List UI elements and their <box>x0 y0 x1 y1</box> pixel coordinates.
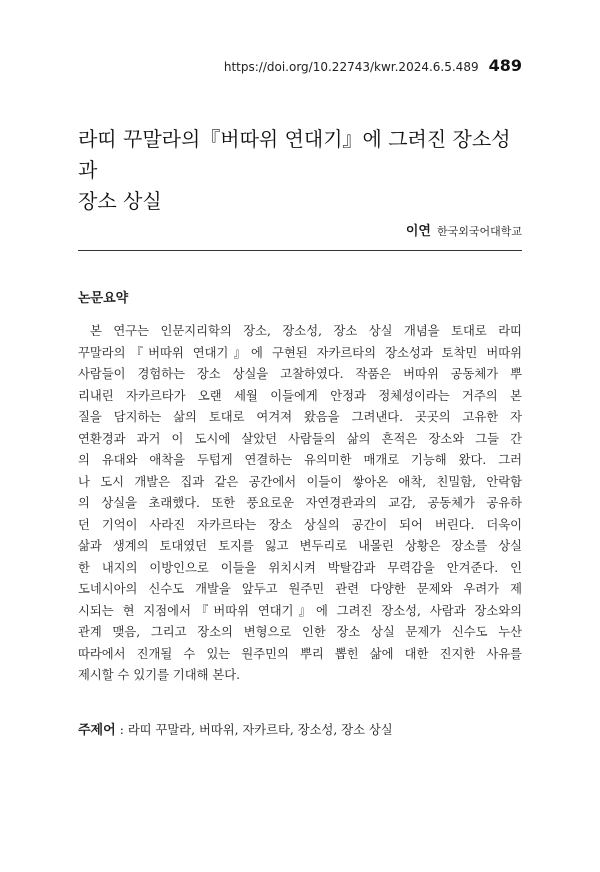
abstract-body <box>78 321 522 687</box>
author-block <box>406 220 522 239</box>
page-number: 489 <box>488 56 522 75</box>
title-line-1: 라띠 꾸말라의『버따위 연대기』에 그려진 장소성과 <box>78 127 511 182</box>
abstract-line: 나 도시 개발은 집과 같은 공간에서 이들이 쌓아온 애착, 친밀함, 안락함 <box>78 474 522 489</box>
doi-link[interactable]: https://doi.org/10.22743/kwr.2024.6.5.489 <box>223 60 479 74</box>
abstract-line: 관계 맺음, 그리고 장소의 변형으로 인한 장소 상실 문제가 신수도 누산 <box>78 625 522 639</box>
abstract-heading: 논문요약 <box>78 291 129 306</box>
keywords-line <box>78 719 393 738</box>
abstract-line: 시되는 현 지점에서『버따위 연대기』에 그려진 장소성, 사람과 장소와의 <box>78 603 522 618</box>
abstract-line: 질을 담지하는 삶의 토대로 여겨져 왔음을 그려낸다. 곳곳의 고유한 자 <box>78 410 522 424</box>
author-affiliation: 한국외국어대학교 <box>436 225 522 238</box>
abstract-line: 꾸말라의『버따위 연대기』에 구현된 자카르타의 장소성과 토착민 버따위 <box>78 345 522 360</box>
title-line-2: 장소 상실 <box>78 189 162 213</box>
abstract-line: 도네시아의 신수도 개발을 앞두고 원주민 관련 다양한 문제와 우려가 제 <box>78 582 522 596</box>
keywords-label: 주제어 <box>78 723 116 738</box>
abstract-line: 연환경과 과거 이 도시에 살았던 사람들의 삶의 흔적은 장소와 그들 간 <box>78 431 522 446</box>
abstract-line: 삶과 생계의 토대였던 토지를 잃고 변두리로 내몰린 상황은 장소를 상실 <box>78 539 522 553</box>
title-divider <box>78 250 522 251</box>
abstract-line: 본 연구는 인문지리학의 장소, 장소성, 장소 상실 개념을 토대로 라띠 <box>90 324 522 338</box>
keywords-text: 라띠 꾸말라, 버따위, 자카르타, 장소성, 장소 상실 <box>127 723 393 737</box>
abstract-line: 한 내지의 이방인으로 이들을 위치시켜 박탈감과 무력감을 안겨준다. 인 <box>78 560 522 575</box>
abstract-line: 던 기억이 사라진 자카르타는 장소 상실의 공간이 되어 버린다. 더욱이 <box>78 517 522 532</box>
abstract-line: 사람들이 경험하는 장소 상실을 고찰하였다. 작품은 버따위 공동체가 뿌 <box>78 367 522 381</box>
abstract-line: 리내린 자카르타가 오랜 세월 이들에게 안정과 정체성이라는 거주의 본 <box>78 388 522 403</box>
abstract-line: 의 유대와 애착을 두텁게 연결하는 유의미한 매개로 기능해 왔다. 그러 <box>78 453 522 467</box>
page-header <box>224 56 522 75</box>
keywords-separator: : <box>119 723 124 737</box>
abstract-line: 따라에서 진개될 수 있는 원주민의 뿌리 뽑힌 삶에 대한 진지한 사유를 <box>78 646 522 661</box>
abstract-line: 제시할 수 있기를 기대해 본다. <box>78 668 241 682</box>
article-title <box>78 124 528 217</box>
author-name: 이연 <box>405 224 431 239</box>
abstract-line: 의 상실을 초래했다. 또한 풍요로운 자연경관과의 교감, 공동체가 공유하 <box>78 496 522 510</box>
